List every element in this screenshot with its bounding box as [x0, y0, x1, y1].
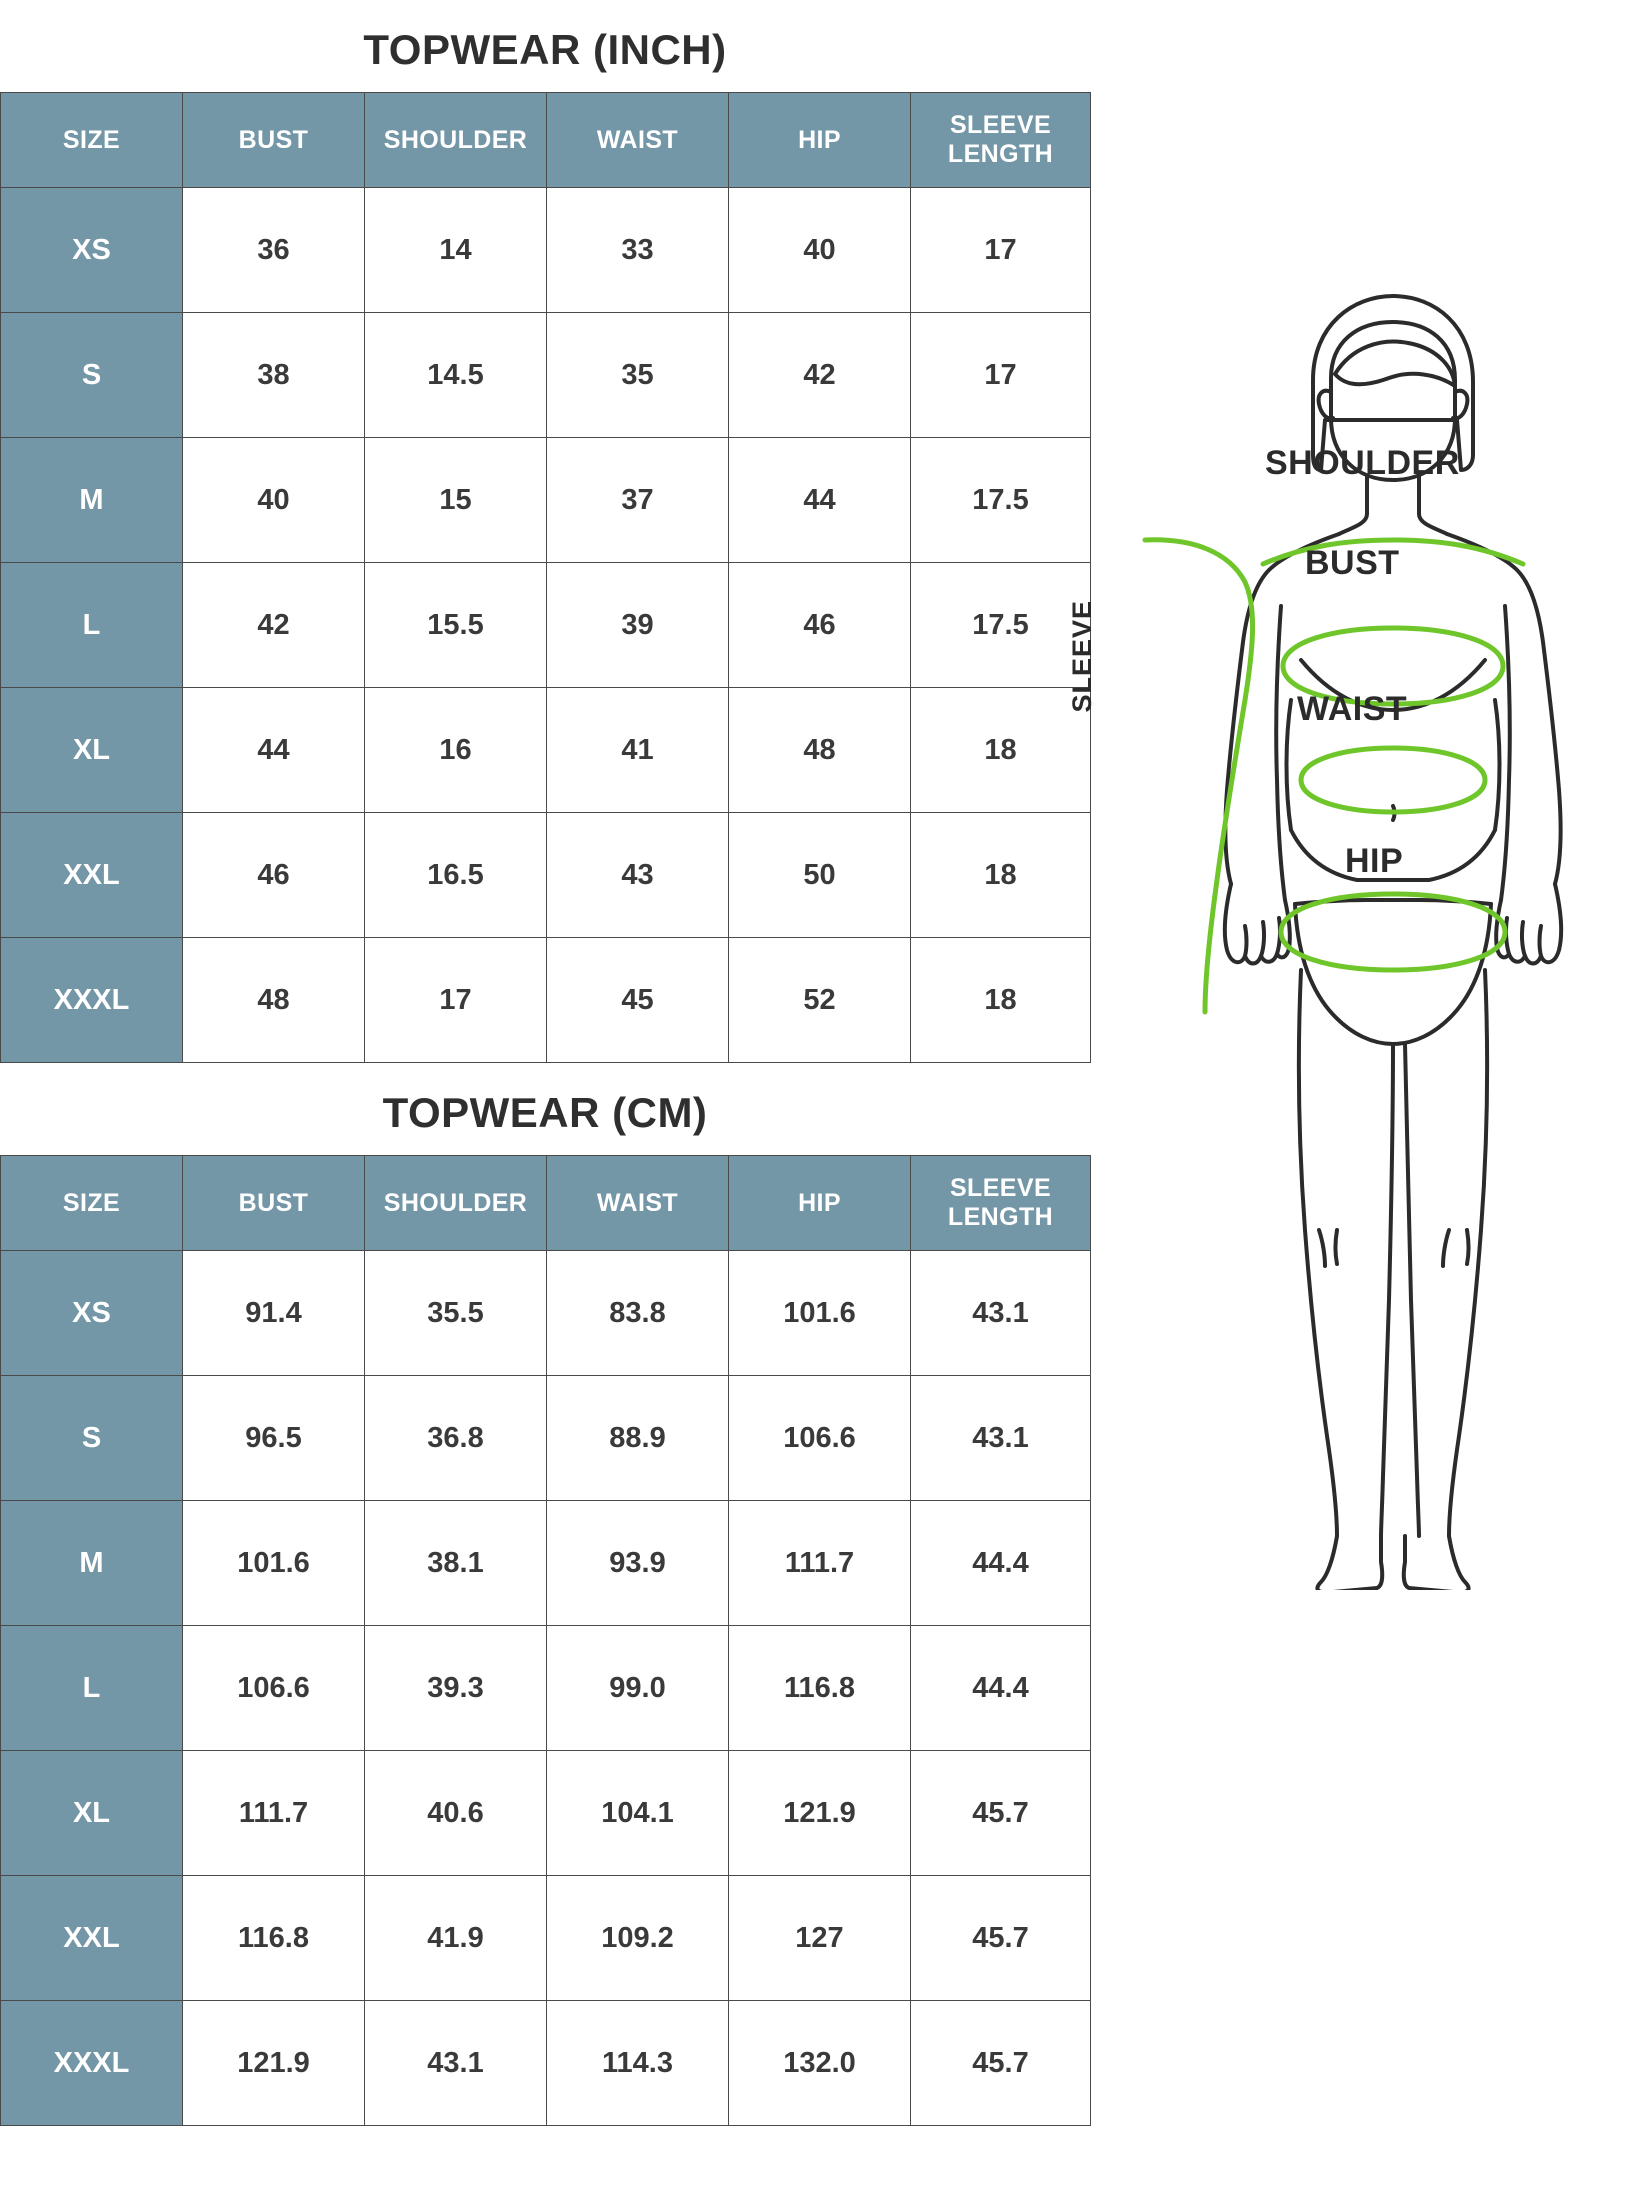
cell-sleeve-length: 18 [911, 813, 1091, 938]
cell-sleeve-length: 17 [911, 313, 1091, 438]
table-row [1, 563, 1091, 688]
cell-shoulder: 39.3 [365, 1626, 547, 1751]
cell-hip: 111.7 [729, 1501, 911, 1626]
cell-hip: 106.6 [729, 1376, 911, 1501]
cell-waist: 35 [547, 313, 729, 438]
cell-size: XXL [1, 813, 183, 938]
cell-bust: 116.8 [183, 1876, 365, 2001]
column-header-size: SIZE [1, 93, 183, 188]
waist-measure-line [1301, 748, 1485, 812]
cell-bust: 48 [183, 938, 365, 1063]
cell-shoulder: 41.9 [365, 1876, 547, 2001]
cell-hip: 52 [729, 938, 911, 1063]
cell-bust: 91.4 [183, 1251, 365, 1376]
column-header-bust: BUST [183, 1156, 365, 1251]
label-waist: WAIST [1297, 690, 1408, 728]
table-row [1, 438, 1091, 563]
cell-shoulder: 35.5 [365, 1251, 547, 1376]
table-header-row [1, 93, 1091, 188]
topwear-cm-title: TOPWEAR (CM) [382, 1089, 708, 1136]
column-header-sleeve-length: SLEEVE LENGTH [911, 1156, 1091, 1251]
column-header-waist: WAIST [547, 93, 729, 188]
column-header-waist: WAIST [547, 1156, 729, 1251]
cell-sleeve-length: 45.7 [911, 1876, 1091, 2001]
topwear-inch-table [0, 92, 1091, 1063]
cell-hip: 46 [729, 563, 911, 688]
cell-size: M [1, 1501, 183, 1626]
table-row [1, 938, 1091, 1063]
cell-shoulder: 16 [365, 688, 547, 813]
label-shoulder: SHOULDER [1265, 444, 1460, 482]
cell-hip: 121.9 [729, 1751, 911, 1876]
cell-hip: 44 [729, 438, 911, 563]
cell-waist: 83.8 [547, 1251, 729, 1376]
cell-size: XS [1, 188, 183, 313]
cell-sleeve-length: 17.5 [911, 438, 1091, 563]
cell-hip: 42 [729, 313, 911, 438]
table-row [1, 313, 1091, 438]
table-row [1, 1501, 1091, 1626]
cell-sleeve-length: 44.4 [911, 1626, 1091, 1751]
table-row [1, 1626, 1091, 1751]
cell-shoulder: 16.5 [365, 813, 547, 938]
cell-waist: 43 [547, 813, 729, 938]
table-header-row [1, 1156, 1091, 1251]
cell-shoulder: 15.5 [365, 563, 547, 688]
cell-hip: 40 [729, 188, 911, 313]
cell-size: XL [1, 1751, 183, 1876]
cell-bust: 36 [183, 188, 365, 313]
cell-shoulder: 14.5 [365, 313, 547, 438]
cell-waist: 109.2 [547, 1876, 729, 2001]
cell-shoulder: 17 [365, 938, 547, 1063]
cell-waist: 93.9 [547, 1501, 729, 1626]
label-hip: HIP [1345, 842, 1404, 880]
cell-sleeve-length: 18 [911, 688, 1091, 813]
cell-hip: 127 [729, 1876, 911, 2001]
cell-size: XXXL [1, 2001, 183, 2126]
cell-size: S [1, 313, 183, 438]
cell-size: L [1, 563, 183, 688]
cell-size: M [1, 438, 183, 563]
cell-size: L [1, 1626, 183, 1751]
column-header-shoulder: SHOULDER [365, 1156, 547, 1251]
cell-bust: 42 [183, 563, 365, 688]
cell-hip: 132.0 [729, 2001, 911, 2126]
table-row [1, 688, 1091, 813]
cell-shoulder: 36.8 [365, 1376, 547, 1501]
measurement-lines [1145, 540, 1523, 1012]
cell-waist: 33 [547, 188, 729, 313]
table-row [1, 2001, 1091, 2126]
cell-shoulder: 38.1 [365, 1501, 547, 1626]
cell-hip: 116.8 [729, 1626, 911, 1751]
cell-hip: 101.6 [729, 1251, 911, 1376]
cell-sleeve-length: 44.4 [911, 1501, 1091, 1626]
cell-bust: 44 [183, 688, 365, 813]
cell-sleeve-length: 43.1 [911, 1376, 1091, 1501]
cell-size: S [1, 1376, 183, 1501]
cell-shoulder: 14 [365, 188, 547, 313]
cell-sleeve-length: 45.7 [911, 1751, 1091, 1876]
column-header-bust: BUST [183, 93, 365, 188]
table-row [1, 188, 1091, 313]
cell-size: XL [1, 688, 183, 813]
table-row [1, 1251, 1091, 1376]
cell-size: XS [1, 1251, 183, 1376]
label-bust: BUST [1305, 544, 1400, 582]
cell-waist: 104.1 [547, 1751, 729, 1876]
hip-measure-line [1281, 894, 1505, 970]
label-sleeve: SLEEVE [1067, 600, 1097, 713]
table-row [1, 1751, 1091, 1876]
column-header-shoulder: SHOULDER [365, 93, 547, 188]
column-header-hip: HIP [729, 93, 911, 188]
cell-sleeve-length: 18 [911, 938, 1091, 1063]
cell-bust: 101.6 [183, 1501, 365, 1626]
cell-hip: 48 [729, 688, 911, 813]
cell-sleeve-length: 17.5 [911, 563, 1091, 688]
cell-waist: 114.3 [547, 2001, 729, 2126]
cell-size: XXXL [1, 938, 183, 1063]
table-row [1, 1376, 1091, 1501]
cell-hip: 50 [729, 813, 911, 938]
table-row [1, 1876, 1091, 2001]
cell-waist: 99.0 [547, 1626, 729, 1751]
cell-waist: 45 [547, 938, 729, 1063]
measurement-figure [1067, 270, 1645, 1970]
cell-bust: 121.9 [183, 2001, 365, 2126]
cell-bust: 106.6 [183, 1626, 365, 1751]
cell-waist: 88.9 [547, 1376, 729, 1501]
cell-sleeve-length: 45.7 [911, 2001, 1091, 2126]
column-header-size: SIZE [1, 1156, 183, 1251]
column-header-hip: HIP [729, 1156, 911, 1251]
topwear-inch-title: TOPWEAR (INCH) [363, 26, 727, 73]
cell-bust: 111.7 [183, 1751, 365, 1876]
topwear-cm-table [0, 1155, 1091, 2126]
cell-bust: 96.5 [183, 1376, 365, 1501]
cell-bust: 46 [183, 813, 365, 938]
cell-waist: 41 [547, 688, 729, 813]
column-header-sleeve-length: SLEEVE LENGTH [911, 93, 1091, 188]
cell-waist: 37 [547, 438, 729, 563]
cell-bust: 40 [183, 438, 365, 563]
cell-size: XXL [1, 1876, 183, 2001]
cell-sleeve-length: 17 [911, 188, 1091, 313]
cell-waist: 39 [547, 563, 729, 688]
cell-shoulder: 43.1 [365, 2001, 547, 2126]
sleeve-measure-line [1145, 540, 1253, 1012]
cell-sleeve-length: 43.1 [911, 1251, 1091, 1376]
cell-bust: 38 [183, 313, 365, 438]
cell-shoulder: 15 [365, 438, 547, 563]
table-row [1, 813, 1091, 938]
cell-shoulder: 40.6 [365, 1751, 547, 1876]
